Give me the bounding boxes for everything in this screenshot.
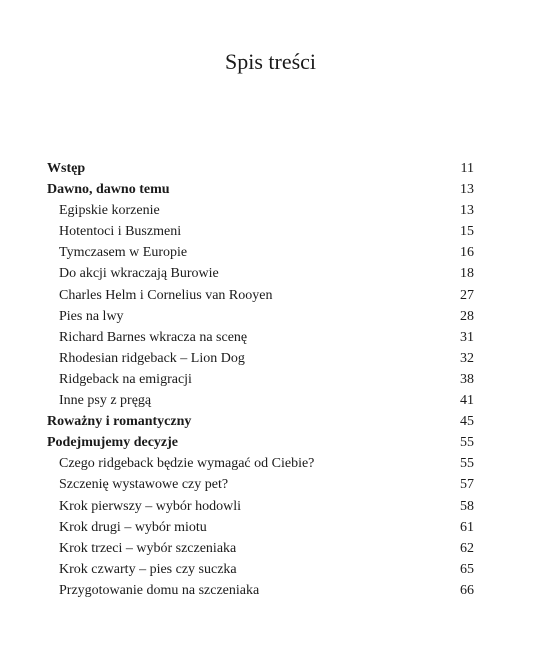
toc-entry-label: Podejmujemy decyzje <box>47 435 179 451</box>
toc-section-row <box>47 263 474 284</box>
toc-page-number: 62 <box>460 540 474 556</box>
toc-page-number: 28 <box>460 308 474 324</box>
toc-page-number: 57 <box>460 477 474 493</box>
page-title: Spis treści <box>224 49 317 74</box>
toc-section-row <box>47 517 474 538</box>
toc-entry-label: Hotentoci i Buszmeni <box>59 224 182 240</box>
toc-section-row <box>47 474 474 495</box>
toc-section-row <box>47 369 474 390</box>
toc-section-row <box>47 559 474 580</box>
toc-chapter-row <box>47 432 474 453</box>
toc-chapter-row <box>47 179 474 200</box>
toc-page-number: 58 <box>460 498 474 514</box>
toc-section-row <box>47 453 474 474</box>
toc-entry-label: Charles Helm i Cornelius van Rooyen <box>59 287 273 303</box>
toc-section-row <box>47 285 474 306</box>
toc-page-number: 61 <box>460 519 474 535</box>
toc-chapter-row <box>47 158 474 179</box>
toc-page-number: 31 <box>460 329 474 345</box>
toc-page-number: 55 <box>460 456 474 472</box>
toc-page-number: 66 <box>460 582 474 598</box>
toc-page-number: 13 <box>460 182 474 198</box>
toc-section-row <box>47 496 474 517</box>
toc-page-number: 18 <box>460 266 474 282</box>
toc-entry-label: Wstęp <box>47 161 86 176</box>
toc-entry-label: Ridgeback na emigracji <box>59 371 192 387</box>
toc-entry-label: Przygotowanie domu na szczeniaka <box>59 582 260 598</box>
toc-entry-label: Rhodesian ridgeback – Lion Dog <box>59 350 245 366</box>
toc-entry-label: Pies na lwy <box>59 308 124 324</box>
toc-section-row <box>47 200 474 221</box>
toc-page-number: 32 <box>460 350 474 366</box>
toc-entry-label: Czego ridgeback będzie wymagać od Ciebie? <box>59 456 315 472</box>
toc-section-row <box>47 306 474 327</box>
toc-page-number: 15 <box>460 224 474 240</box>
toc-entry-label: Egipskie korzenie <box>59 203 160 219</box>
toc-entry-label: Krok pierwszy – wybór hodowli <box>59 498 241 514</box>
toc-entry-label: Szczenię wystawowe czy pet? <box>59 477 229 493</box>
toc-entry-label: Krok drugi – wybór miotu <box>59 519 207 535</box>
toc-entry-label: Do akcji wkraczają Burowie <box>59 266 219 282</box>
toc-section-row <box>47 242 474 263</box>
toc-page-number: 13 <box>460 203 474 219</box>
toc-page-number: 55 <box>460 435 474 451</box>
toc-section-row <box>47 221 474 242</box>
toc-page-number: 27 <box>460 287 474 303</box>
toc-page-number: 11 <box>460 161 474 176</box>
toc-entry-label: Dawno, dawno temu <box>47 182 170 198</box>
toc-chapter-row <box>47 411 474 432</box>
toc-section-row <box>47 327 474 348</box>
table-of-contents <box>47 158 474 601</box>
toc-page-number: 16 <box>460 245 474 261</box>
toc-section-row <box>47 580 474 601</box>
toc-page-number: 38 <box>460 371 474 387</box>
toc-entry-label: Roważny i romantyczny <box>47 414 192 430</box>
toc-entry-label: Inne psy z pręgą <box>59 393 152 409</box>
toc-page-number: 65 <box>460 561 474 577</box>
toc-entry-label: Tymczasem w Europie <box>59 245 188 261</box>
toc-section-row <box>47 390 474 411</box>
toc-entry-label: Krok czwarty – pies czy suczka <box>59 561 237 577</box>
toc-entry-label: Krok trzeci – wybór szczeniaka <box>59 540 237 556</box>
toc-section-row <box>47 348 474 369</box>
toc-entry-label: Richard Barnes wkracza na scenę <box>59 329 248 345</box>
toc-section-row <box>47 538 474 559</box>
toc-page-number: 45 <box>460 414 474 430</box>
toc-page-number: 41 <box>460 393 474 409</box>
